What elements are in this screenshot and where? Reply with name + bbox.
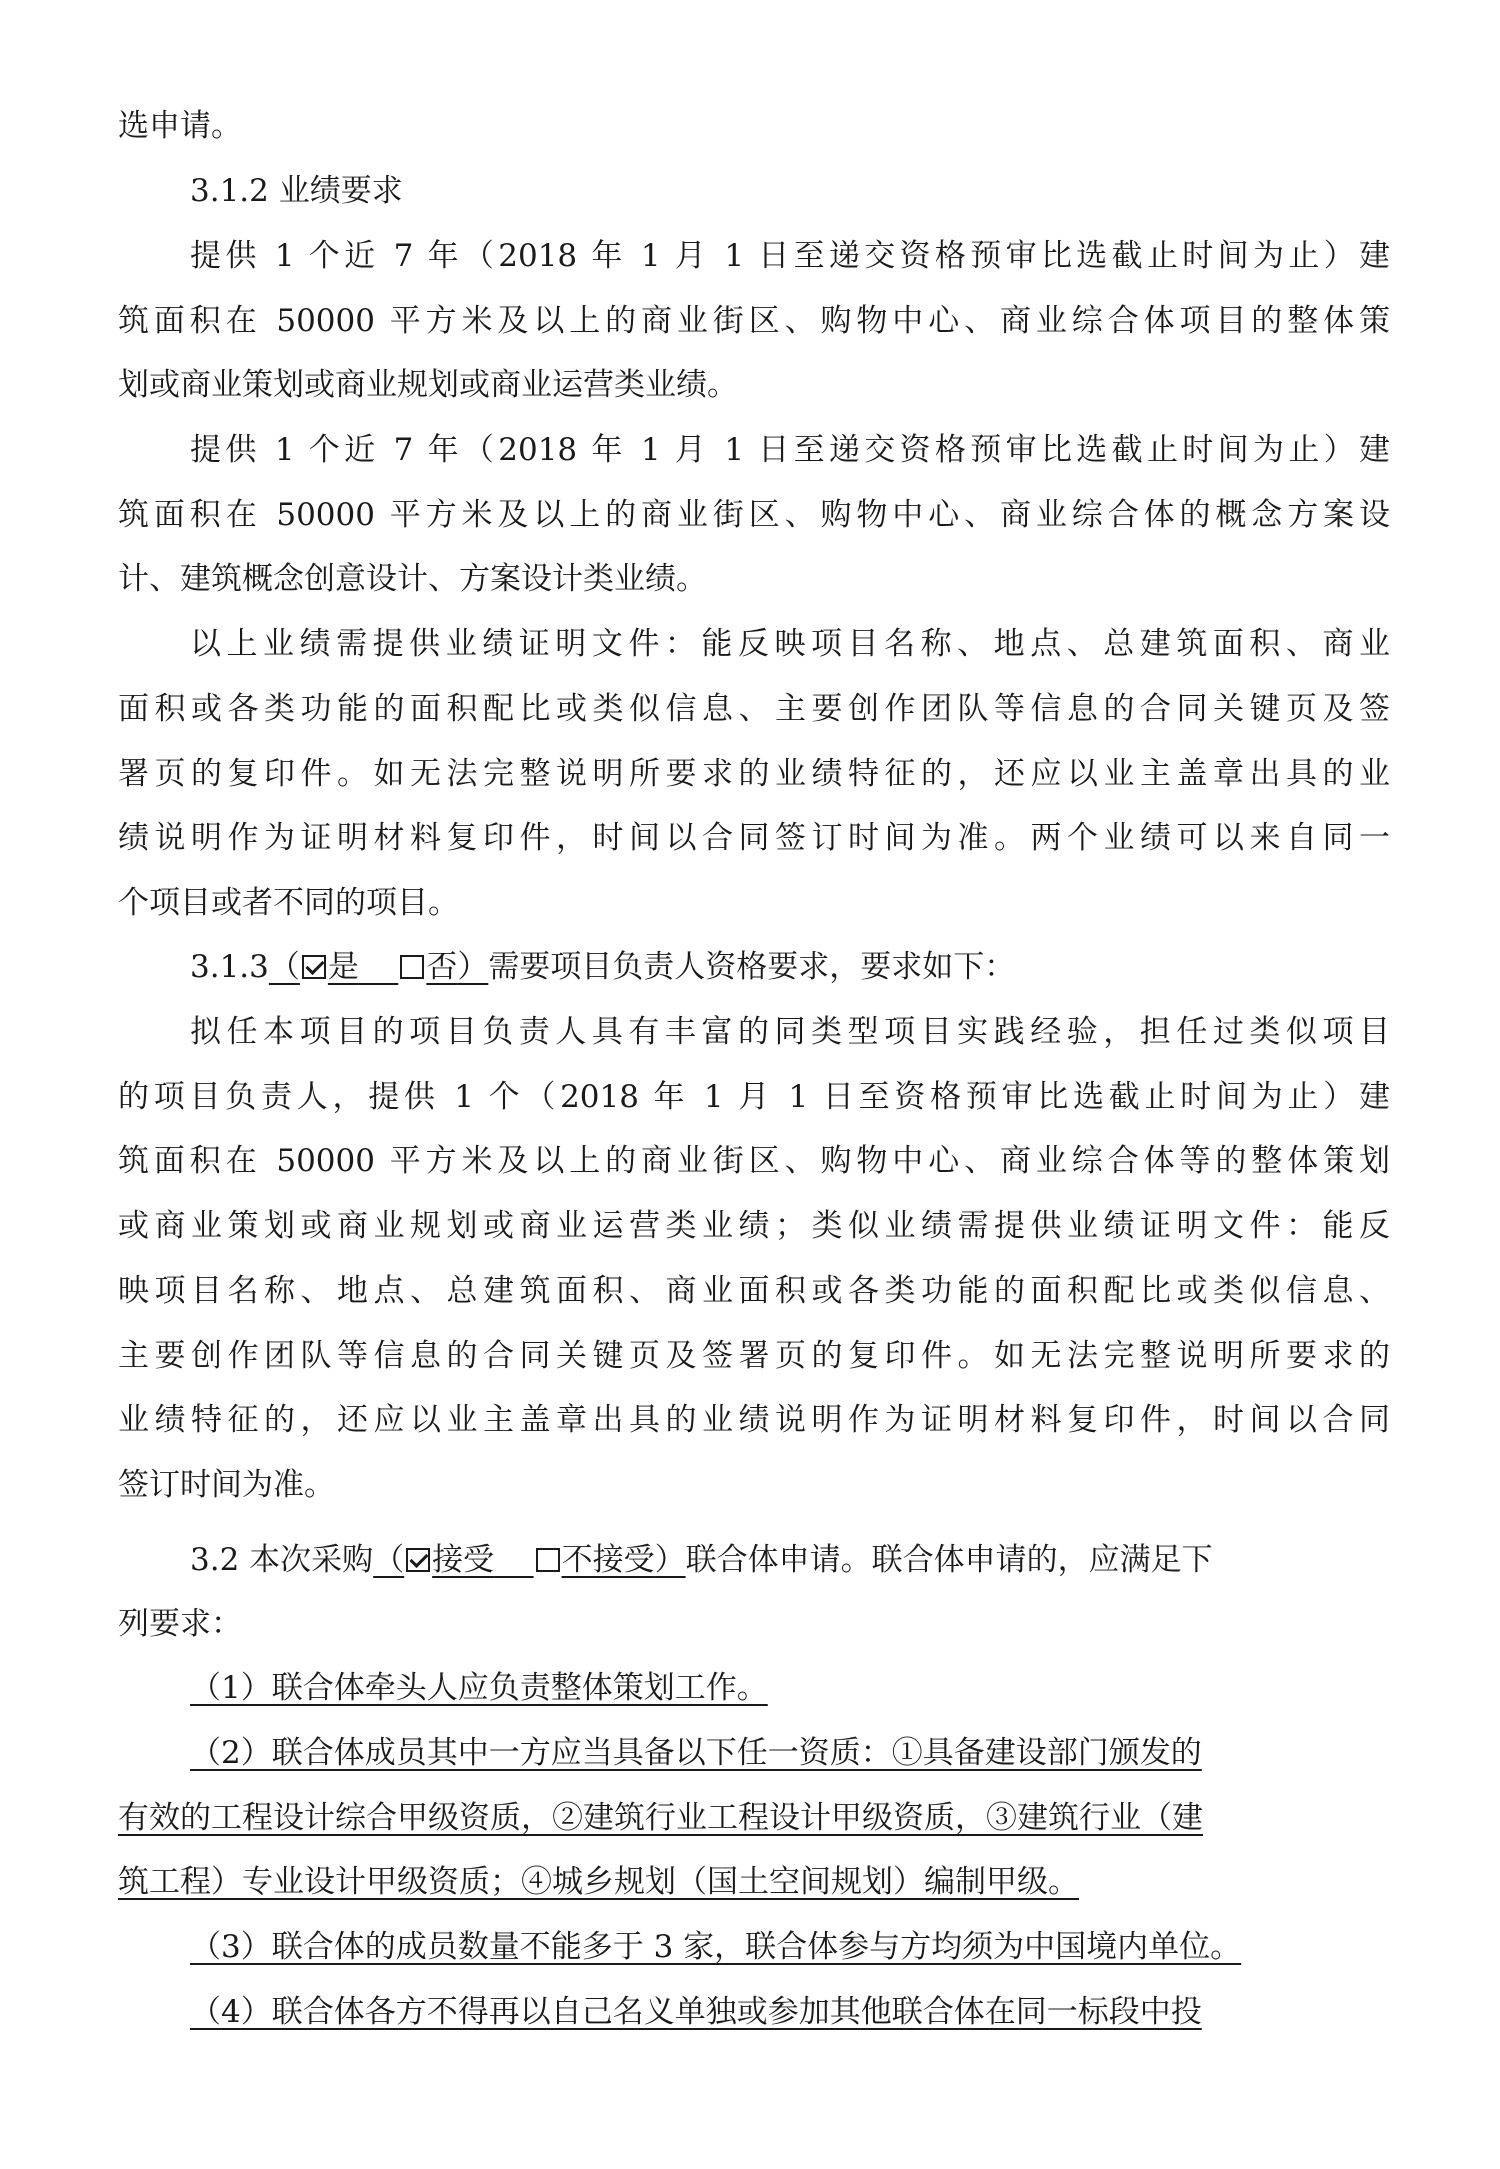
text-line: 主要创作团队等信息的合同关键页及签署页的复印件。如无法完整说明所要求的 <box>118 1338 1390 1374</box>
requirement-text: （1）联合体牵头人应负责整体策划工作。 <box>190 1670 768 1706</box>
requirement-4 <box>190 1992 1390 2032</box>
requirement-text: （2）联合体成员其中一方应当具备以下任一资质：①具备建设部门颁发的 <box>190 1735 1202 1771</box>
requirement-1 <box>190 1668 1390 1708</box>
requirement-3 <box>190 1927 1390 1967</box>
section-number: 3.1.3 <box>190 949 269 985</box>
section-heading-3-2 <box>190 1540 1390 1580</box>
text-line: 筑面积在 50000 平方米及以上的商业街区、购物中心、商业综合体项目的整体策 <box>118 303 1390 339</box>
requirement-text: 筑工程）专业设计甲级资质；④城乡规划（国土空间规划）编制甲级。 <box>118 1864 1079 1900</box>
option-group: （ 是 否） <box>268 949 489 985</box>
option-accept-label: 接受 <box>432 1542 495 1578</box>
text-line: 筑面积在 50000 平方米及以上的商业街区、购物中心、商业综合体的概念方案设 <box>118 497 1390 533</box>
text-line: 签订时间为准。 <box>118 1467 335 1503</box>
text-line: 个项目或者不同的项目。 <box>118 885 459 921</box>
option-group: （ 接受 不接受） <box>373 1542 686 1578</box>
checked-checkbox-icon <box>302 955 326 979</box>
section-heading-3-1-3 <box>190 947 1390 987</box>
requirement-2-cont <box>118 1862 1390 1902</box>
requirement-2 <box>190 1733 1390 1773</box>
option-no-label: 否 <box>426 949 458 985</box>
text-line: 绩说明作为证明材料复印件，时间以合同签订时间为准。两个业绩可以来自同一 <box>118 820 1390 856</box>
requirement-text: （3）联合体的成员数量不能多于 3 家，联合体参与方均须为中国境内单位。 <box>190 1929 1242 1965</box>
text-line: 或商业策划或商业规划或商业运营类业绩；类似业绩需提供业绩证明文件：能反 <box>118 1208 1390 1244</box>
text-line: 提供 1 个近 7 年（2018 年 1 月 1 日至递交资格预审比选截止时间为止）建 <box>190 432 1390 468</box>
checked-checkbox-icon <box>406 1548 430 1572</box>
text-line: 的项目负责人，提供 1 个（2018 年 1 月 1 日至资格预审比选截止时间为止）建 <box>118 1079 1390 1115</box>
text-line: 划或商业策划或商业规划或商业运营类业绩。 <box>118 367 738 403</box>
option-reject-label: 不接受 <box>561 1542 655 1578</box>
text-line: 筑面积在 50000 平方米及以上的商业街区、购物中心、商业综合体等的整体策划 <box>118 1143 1390 1179</box>
option-yes-label: 是 <box>327 949 359 985</box>
text-line: 署页的复印件。如无法完整说明所要求的业绩特征的，还应以业主盖章出具的业 <box>118 756 1390 792</box>
text-line: 列要求： <box>118 1606 242 1642</box>
text-line: 业绩特征的，还应以业主盖章出具的业绩说明作为证明材料复印件，时间以合同 <box>118 1402 1390 1438</box>
text-line: 映项目名称、地点、总建筑面积、商业面积或各类功能的面积配比或类似信息、 <box>118 1273 1390 1309</box>
text-line: 计、建筑概念创意设计、方案设计类业绩。 <box>118 561 707 597</box>
text-line: 提供 1 个近 7 年（2018 年 1 月 1 日至递交资格预审比选截止时间为止）建 <box>190 238 1390 274</box>
heading-text: 需要项目负责人资格要求，要求如下： <box>488 949 1016 985</box>
requirement-text: 有效的工程设计综合甲级资质，②建筑行业工程设计甲级资质，③建筑行业（建 <box>118 1800 1203 1836</box>
requirement-2-cont <box>118 1798 1390 1838</box>
unchecked-checkbox-icon <box>400 955 424 979</box>
requirement-text: （4）联合体各方不得再以自己名义单独或参加其他联合体在同一标段中投 <box>190 1994 1202 2030</box>
section-heading-3-1-2: 3.1.2 业绩要求 <box>190 173 403 209</box>
text-line: 拟任本项目的项目负责人具有丰富的同类型项目实践经验，担任过类似项目 <box>190 1014 1390 1050</box>
text-line: 选申请。 <box>118 108 242 144</box>
unchecked-checkbox-icon <box>536 1548 560 1572</box>
section-number: 3.2 本次采购 <box>190 1542 374 1578</box>
heading-text: 联合体申请。联合体申请的，应满足下 <box>685 1542 1213 1578</box>
text-line: 以上业绩需提供业绩证明文件：能反映项目名称、地点、总建筑面积、商业 <box>190 626 1390 662</box>
text-line: 面积或各类功能的面积配比或类似信息、主要创作团队等信息的合同关键页及签 <box>118 691 1390 727</box>
